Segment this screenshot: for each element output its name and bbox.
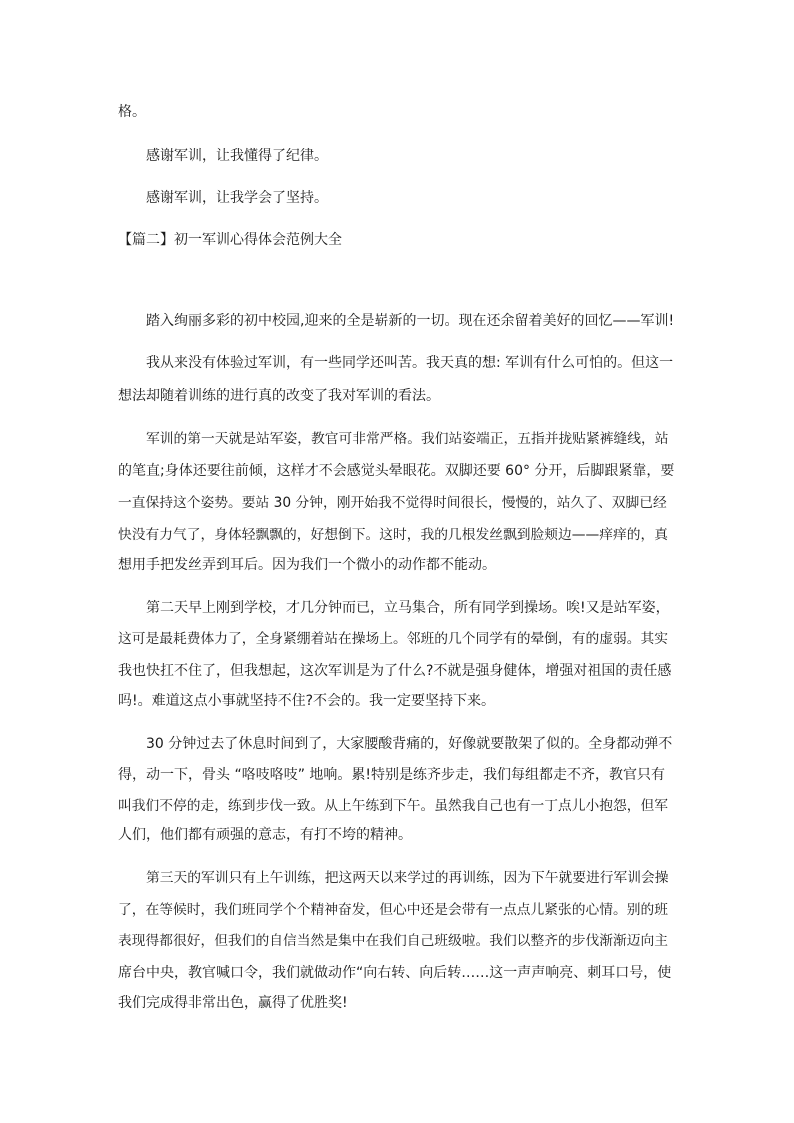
- paragraph-1-line-1: 踏入绚丽多彩的初中校园,迎来的全是崭新的一切。现在还余留着美好的回忆——军训!: [146, 313, 675, 329]
- paragraph-5-line-3: 叫我们不停的走，练到步伐一致。从上午练到下午。虽然我自己也有一丁点儿小抱怨，但军: [118, 798, 669, 814]
- paragraph-3-line-4: 快没有力气了，身体轻飘飘的，好想倒下。这时，我的几根发丝飘到脸颊边——痒痒的，真: [118, 527, 669, 543]
- paragraph-6-line-2: 了，在等候时，我们班同学个个精神奋发，但心中还是会带有一点点儿紧张的心情。别的班: [118, 902, 669, 918]
- paragraph-2-line-1: 我从来没有体验过军训，有一些同学还叫苦。我天真的想: 军训有什么可怕的。但这一: [146, 355, 674, 371]
- paragraph-6-line-1: 第三天的军训只有上午训练，把这两天以来学过的再训练，因为下午就要进行军训会操: [146, 870, 669, 886]
- paragraph-4-line-4: 吗!。难道这点小事就坚持不住?不会的。我一定要坚持下来。: [118, 693, 496, 709]
- paragraph-2-line-2: 想法却随着训练的进行真的改变了我对军训的看法。: [118, 388, 440, 404]
- paragraph-4-line-2: 这可是最耗费体力了，全身紧绷着站在操场上。邻班的几个同学有的晕倒，有的虚弱。其实: [118, 631, 669, 647]
- paragraph-5-line-1: 30 分钟过去了休息时间到了，大家腰酸背痛的，好像就要散架了似的。全身都动弹不: [146, 736, 673, 752]
- paragraph-5-line-4: 人们，他们都有顽强的意志，有打不垮的精神。: [118, 827, 412, 843]
- section-title: 【篇二】初一军训心得体会范例大全: [118, 232, 342, 248]
- intro-tail-line: 格。: [118, 104, 146, 120]
- paragraph-3-line-5: 想用手把发丝弄到耳后。因为我们一个微小的动作都不能动。: [118, 557, 496, 573]
- paragraph-5-line-2: 得，动一下，骨头 “咯吱咯吱” 地响。累!特别是练齐步走，我们每组都走不齐，教官只有: [118, 767, 666, 783]
- paragraph-6-line-4: 席台中央，教官喊口令，我们就做动作“向右转、向后转……这一声声响亮、刺耳口号，使: [118, 965, 672, 981]
- paragraph-4-line-3: 我也快扛不住了，但我想起，这次军训是为了什么?不就是强身健体，增强对祖国的责任感: [118, 663, 672, 679]
- paragraph-3-line-1: 军训的第一天就是站军姿，教官可非常严格。我们站姿端正，五指并拢贴紧裤缝线，站: [146, 431, 669, 447]
- thanks-line-2: 感谢军训，让我学会了坚持。: [146, 190, 328, 206]
- paragraph-3-line-3: 一直保持这个姿势。要站 30 分钟，刚开始我不觉得时间很长，慢慢的，站久了、双脚已经: [118, 495, 667, 511]
- paragraph-6-line-5: 我们完成得非常出色，赢得了优胜奖!: [118, 995, 348, 1011]
- paragraph-6-line-3: 表现得都很好，但我们的自信当然是集中在我们自己班级啦。我们以整齐的步伐渐渐迈向主: [118, 933, 669, 949]
- paragraph-3-line-2: 的笔直;身体还要往前倾，这样才不会感觉头晕眼花。双脚还要 60° 分开，后脚跟紧靠，要: [118, 463, 675, 479]
- thanks-line-1: 感谢军训，让我懂得了纪律。: [146, 148, 328, 164]
- paragraph-4-line-1: 第二天早上刚到学校，才几分钟而已，立马集合，所有同学到操场。唉!又是站军姿，: [146, 600, 670, 616]
